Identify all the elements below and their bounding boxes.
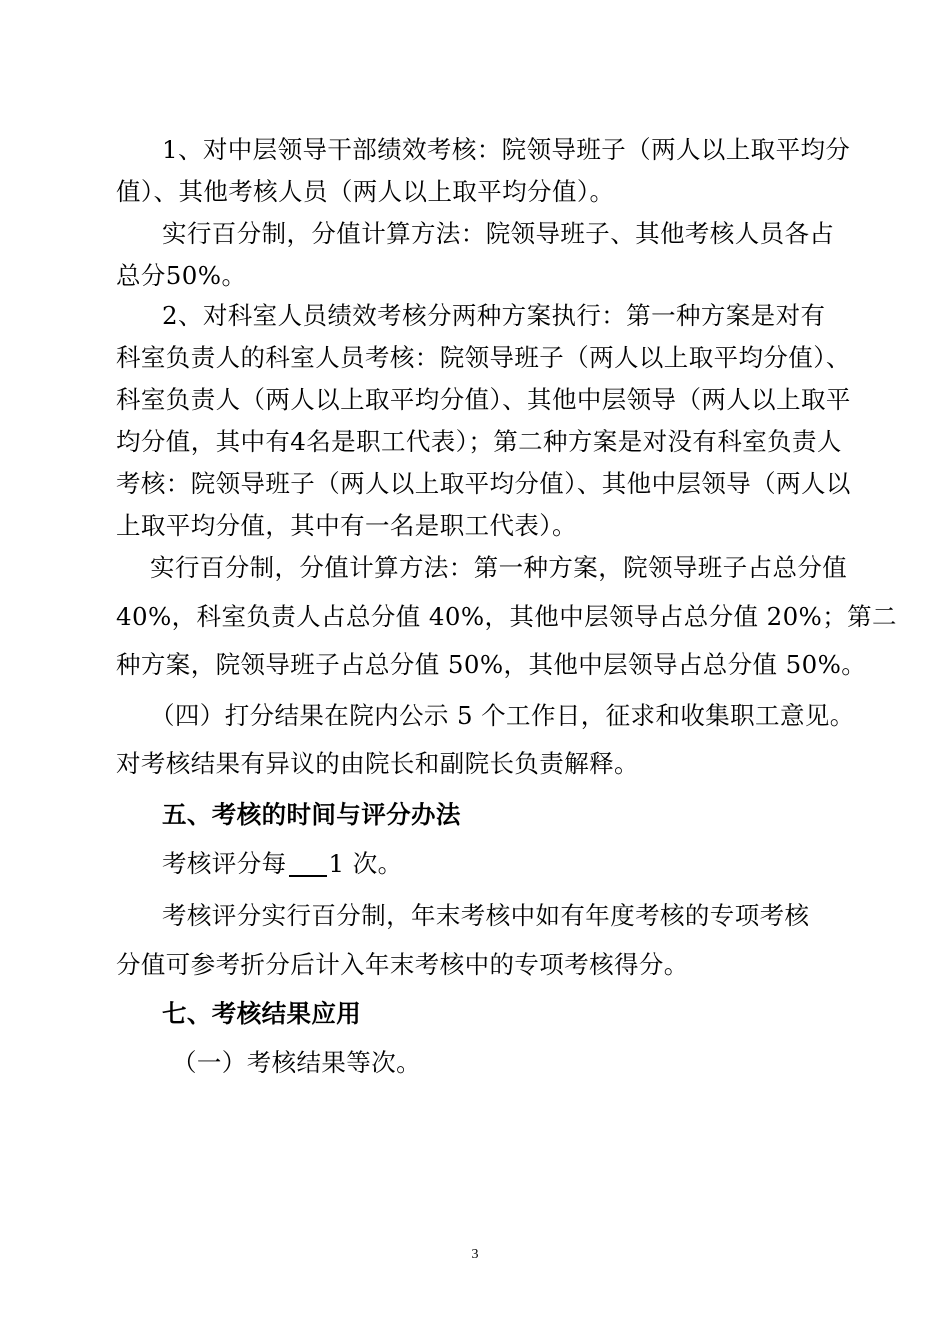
paragraph-item1-method-line2: 总分50%。	[116, 261, 247, 290]
paragraph-item2-line4: 均分值，其中有4名是职工代表）；第二种方案是对没有科室负责人	[116, 427, 842, 456]
section7-heading: 七、考核结果应用	[162, 999, 362, 1028]
frequency-blank-underline	[289, 853, 327, 877]
frequency-value: 1	[328, 849, 345, 878]
paragraph-item2-method-line3: 种方案，院领导班子占总分值 50%，其他中层领导占总分值 50%。	[116, 650, 867, 679]
paragraph-scoring-line1: 考核评分实行百分制，年末考核中如有年度考核的专项考核	[162, 901, 810, 930]
frequency-prefix: 考核评分每	[162, 849, 287, 878]
paragraph-item2-line2: 科室负责人的科室人员考核：院领导班子（两人以上取平均分值）、	[116, 343, 851, 372]
paragraph-item1-line1: 1、对中层领导干部绩效考核：院领导班子（两人以上取平均分	[162, 135, 851, 164]
paragraph-item1-method-line1: 实行百分制，分值计算方法：院领导班子、其他考核人员各占	[162, 219, 835, 248]
paragraph-item2-line3: 科室负责人（两人以上取平均分值）、其他中层领导（两人以上取平	[116, 385, 851, 414]
paragraph-frequency	[162, 849, 403, 878]
paragraph-item2-line5: 考核：院领导班子（两人以上取平均分值）、其他中层领导（两人以	[116, 469, 851, 498]
paragraph-item4-line1: （四）打分结果在院内公示 5 个工作日，征求和收集职工意见。	[150, 701, 855, 730]
paragraph-item4-line2: 对考核结果有异议的由院长和副院长负责解释。	[116, 749, 639, 778]
paragraph-item1-line2: 值）、其他考核人员（两人以上取平均分值）。	[116, 177, 615, 206]
section5-heading: 五、考核的时间与评分办法	[162, 800, 461, 829]
page-number: 3	[471, 1247, 479, 1262]
paragraph-item2-method-line1: 实行百分制，分值计算方法：第一种方案，院领导班子占总分值	[150, 553, 848, 582]
paragraph-item2-line6: 上取平均分值，其中有一名是职工代表）。	[116, 511, 577, 540]
paragraph-item2-method-line2: 40%，科室负责人占总分值 40%，其他中层领导占总分值 20%；第二	[116, 602, 897, 631]
paragraph-scoring-line2: 分值可参考折分后计入年末考核中的专项考核得分。	[116, 950, 689, 979]
paragraph-item2-line1: 2、对科室人员绩效考核分两种方案执行：第一种方案是对有	[162, 301, 826, 330]
section7-sub1: （一）考核结果等次。	[172, 1048, 421, 1077]
frequency-suffix: 次。	[344, 849, 403, 878]
